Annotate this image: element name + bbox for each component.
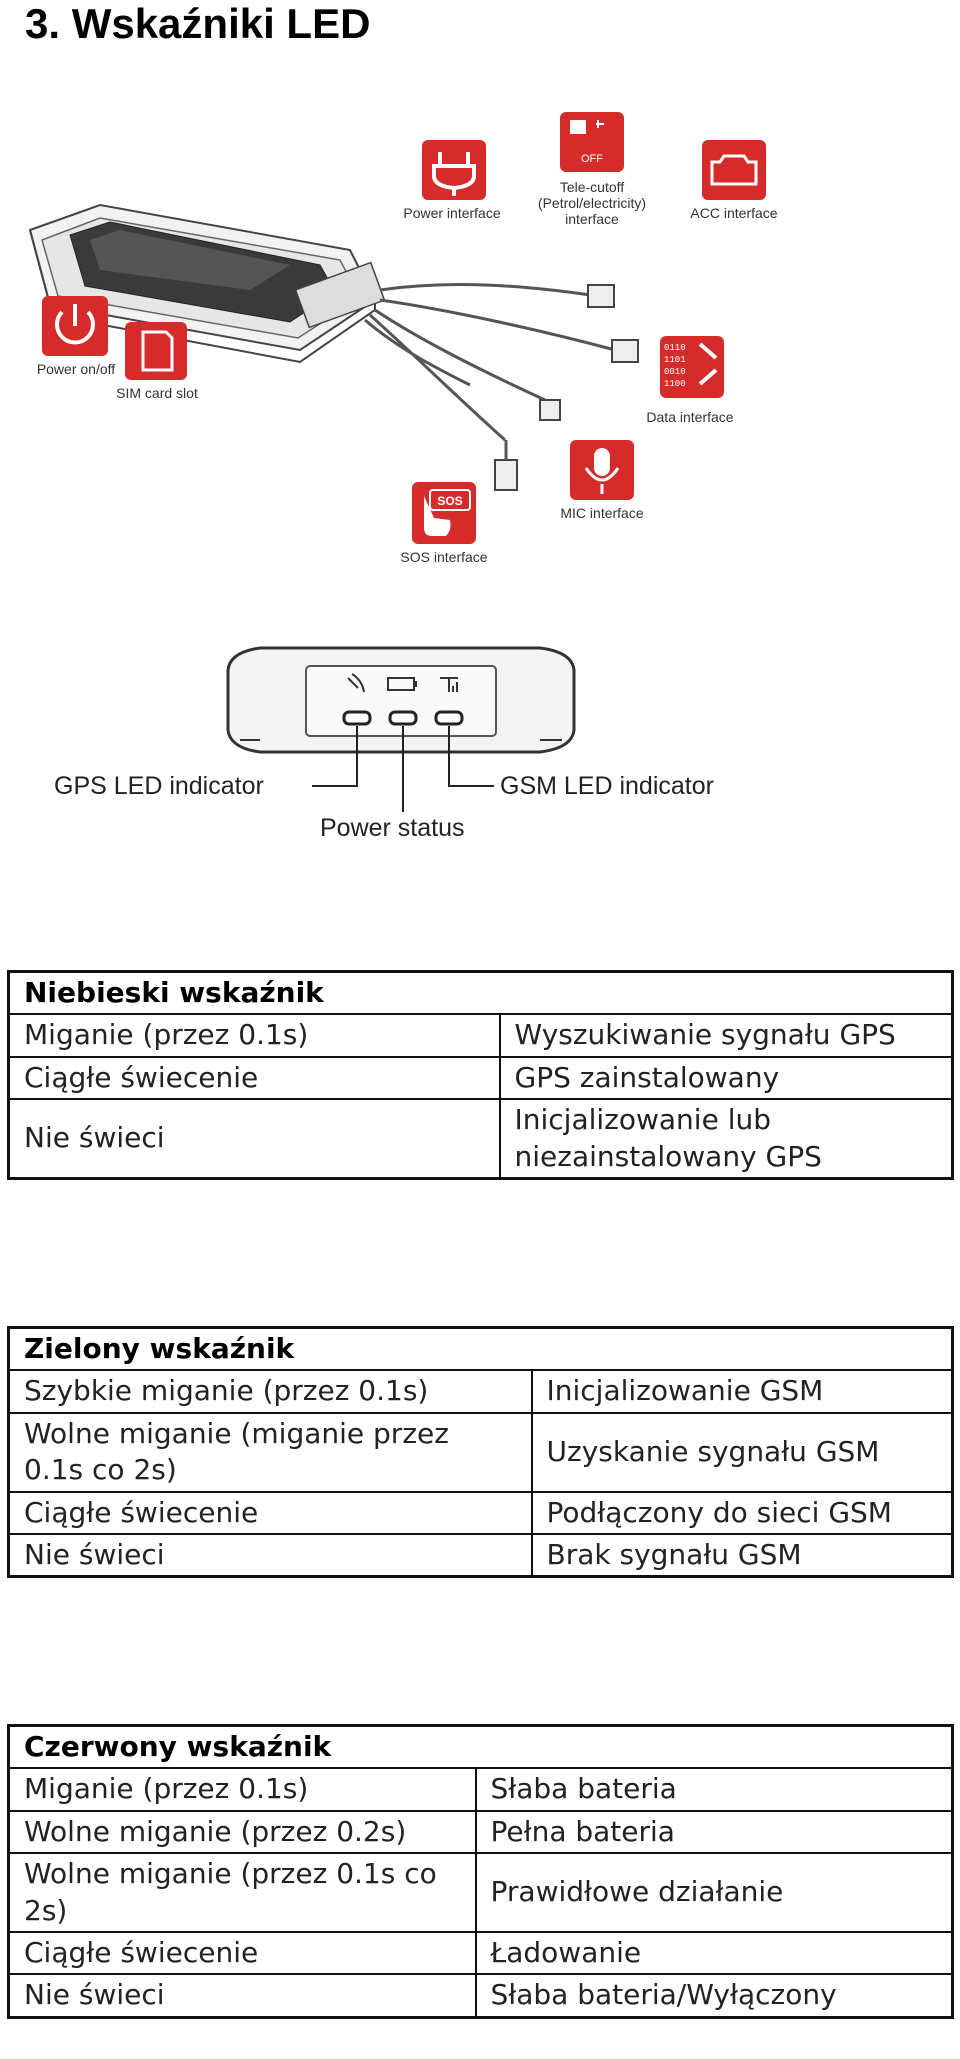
table-header-row bbox=[9, 972, 953, 1015]
tele-cutoff-label-1: Tele-cutoff bbox=[559, 179, 625, 195]
data-bits-4: 1100 bbox=[664, 379, 686, 389]
table-row bbox=[9, 1768, 953, 1810]
tele-cutoff-label-3: interface bbox=[565, 211, 619, 227]
table-row bbox=[9, 1932, 953, 1974]
table-header-row bbox=[9, 1726, 953, 1769]
microphone-icon bbox=[570, 440, 634, 500]
led-state: Ciągłe świecenie bbox=[9, 1057, 500, 1099]
led-meaning: GPS zainstalowany bbox=[500, 1057, 953, 1099]
led-meaning: Słaba bateria/Wyłączony bbox=[476, 1974, 953, 2017]
table-row bbox=[9, 1853, 953, 1932]
sim-card-slot-label: SIM card slot bbox=[116, 385, 198, 401]
led-indicator-diagram bbox=[0, 640, 960, 860]
table-row bbox=[9, 1974, 953, 2017]
led-state: Ciągłe świecenie bbox=[9, 1932, 476, 1974]
led-state: Wolne miganie (przez 0.1s co 2s) bbox=[9, 1853, 476, 1932]
fuel-pump-icon bbox=[560, 112, 624, 172]
gsm-led-indicator-label: GSM LED indicator bbox=[500, 772, 714, 800]
led-state: Nie świeci bbox=[9, 1534, 532, 1577]
gps-led bbox=[344, 712, 370, 724]
data-transfer-icon bbox=[660, 336, 724, 398]
cables bbox=[365, 285, 615, 440]
led-state: Szybkie miganie (przez 0.1s) bbox=[9, 1370, 532, 1412]
led-meaning: Inicjalizowanie lub niezainstalowany GPS bbox=[500, 1099, 953, 1178]
sim-card-icon bbox=[125, 322, 187, 380]
led-meaning: Prawidłowe działanie bbox=[476, 1853, 953, 1932]
engine-icon bbox=[702, 140, 766, 200]
led-state: Nie świeci bbox=[9, 1974, 476, 2017]
mic-interface-label: MIC interface bbox=[560, 505, 644, 521]
sos-button-icon bbox=[412, 482, 476, 544]
red-indicator-header: Czerwony wskaźnik bbox=[9, 1726, 953, 1769]
table-row bbox=[9, 1099, 953, 1178]
table-header-row bbox=[9, 1328, 953, 1371]
led-state: Ciągłe świecenie bbox=[9, 1492, 532, 1534]
power-onoff-label: Power on/off bbox=[36, 361, 116, 377]
table-row bbox=[9, 1534, 953, 1577]
table-row bbox=[9, 1811, 953, 1853]
green-indicator-table bbox=[7, 1326, 954, 1578]
acc-interface-label: ACC interface bbox=[690, 205, 778, 221]
data-interface-label: Data interface bbox=[646, 409, 734, 425]
tele-cutoff-label-2: (Petrol/electricity) bbox=[537, 195, 647, 211]
led-state: Wolne miganie (przez 0.2s) bbox=[9, 1811, 476, 1853]
blue-indicator-header: Niebieski wskaźnik bbox=[9, 972, 953, 1015]
tele-cutoff-connector bbox=[588, 285, 614, 307]
mic-connector bbox=[540, 400, 560, 420]
red-indicator-table bbox=[7, 1724, 954, 2019]
data-bits-3: 0010 bbox=[664, 367, 686, 377]
led-meaning: Słaba bateria bbox=[476, 1768, 953, 1810]
led-meaning: Inicjalizowanie GSM bbox=[532, 1370, 953, 1412]
power-status-label: Power status bbox=[320, 814, 465, 842]
led-state: Wolne miganie (miganie przez 0.1s co 2s) bbox=[9, 1413, 532, 1492]
power-led bbox=[390, 712, 416, 724]
power-interface-label: Power interface bbox=[403, 205, 501, 221]
led-meaning: Wyszukiwanie sygnału GPS bbox=[500, 1014, 953, 1056]
gsm-led bbox=[436, 712, 462, 724]
led-state: Nie świeci bbox=[9, 1099, 500, 1178]
led-state: Miganie (przez 0.1s) bbox=[9, 1014, 500, 1056]
led-meaning: Ładowanie bbox=[476, 1932, 953, 1974]
led-meaning: Podłączony do sieci GSM bbox=[532, 1492, 953, 1534]
table-row bbox=[9, 1057, 953, 1099]
led-meaning: Pełna bateria bbox=[476, 1811, 953, 1853]
device-front-illustration bbox=[228, 648, 574, 752]
data-connector bbox=[612, 340, 638, 362]
power-plug-icon bbox=[422, 140, 486, 200]
sos-connector bbox=[495, 460, 517, 490]
sos-interface-label: SOS interface bbox=[400, 549, 488, 565]
data-bits-2: 1101 bbox=[664, 355, 686, 365]
led-state: Miganie (przez 0.1s) bbox=[9, 1768, 476, 1810]
gps-led-indicator-label: GPS LED indicator bbox=[54, 772, 264, 800]
table-row bbox=[9, 1413, 953, 1492]
blue-indicator-table bbox=[7, 970, 954, 1180]
data-bits-1: 0110 bbox=[664, 343, 686, 353]
green-indicator-header: Zielony wskaźnik bbox=[9, 1328, 953, 1371]
led-meaning: Uzyskanie sygnału GSM bbox=[532, 1413, 953, 1492]
off-badge-label: OFF bbox=[581, 153, 603, 165]
device-interfaces-diagram bbox=[0, 100, 960, 700]
table-row bbox=[9, 1370, 953, 1412]
power-button-icon bbox=[42, 296, 108, 356]
sos-badge-label: SOS bbox=[437, 494, 463, 508]
table-row bbox=[9, 1014, 953, 1056]
led-meaning: Brak sygnału GSM bbox=[532, 1534, 953, 1577]
table-row bbox=[9, 1492, 953, 1534]
page-title: 3. Wskaźniki LED bbox=[25, 0, 371, 47]
